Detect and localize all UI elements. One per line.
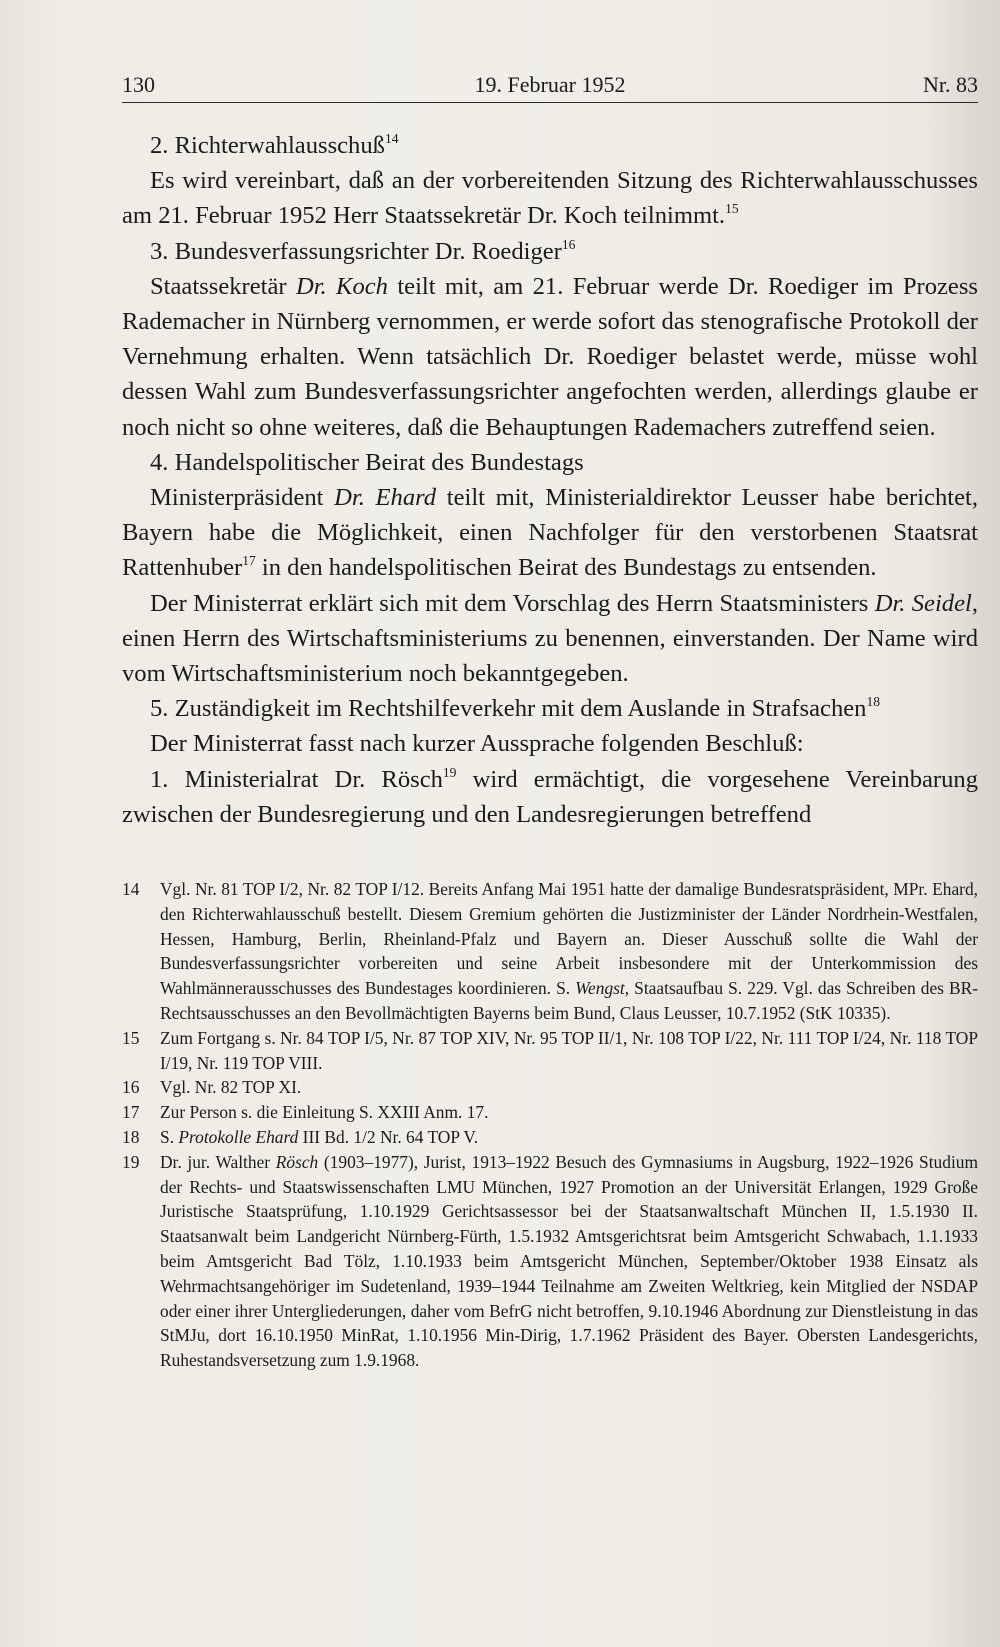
main-text — [122, 128, 978, 832]
item-4-decision: Der Ministerrat erklärt sich mit dem Vorschlag des Herrn Staatsministers Dr. Seidel, einen Herrn des Wirtschaftsministeriums zu benennen, einverstanden. Der Name wird vom Wirtschaftsministerium noch bekanntgegeben. — [122, 589, 978, 688]
item-5-heading: 5. Zuständigkeit im Rechtshilfeverkehr mit dem Auslande in Strafsachen$^{18}$ — [150, 694, 880, 723]
footnote: 16 Vgl. Nr. 82 TOP XI. — [122, 1075, 978, 1100]
footnote-ref-16[interactable]: 16 — [561, 236, 576, 252]
footnote-number: 15 — [122, 1027, 140, 1048]
item-2-text: Es wird vereinbart, daß an der vorbereitenden Sitzung des Richterwahlausschusses am 21. Februar 1952 Herr Staatssekretär Dr. Koch teilnimmt.$^{15}$ — [122, 167, 978, 230]
footnotes — [122, 877, 978, 1373]
footnote: 17 Zur Person s. die Einleitung S. XXIII Anm. 17. — [122, 1100, 978, 1125]
footnote-ref-15[interactable]: 15 — [725, 201, 739, 217]
protocol-number: Nr. 83 — [923, 72, 978, 97]
speaker-name: Dr. Ehard — [334, 484, 437, 512]
speaker-name: Dr. Koch — [295, 272, 388, 300]
footnote-ref-19[interactable]: 19 — [442, 764, 457, 780]
item-5-text: Der Ministerrat fasst nach kurzer Aussprache folgenden Beschluß: — [150, 730, 804, 758]
item-4-heading: 4. Handelspolitischer Beirat des Bundestags — [150, 448, 584, 476]
footnote-number: 17 — [122, 1102, 140, 1123]
item-5-point-1: 1. Ministerialrat Dr. Rösch$^{19}$ wird ermächtigt, die vorgesehene Vereinbarung zwischen der Bundesregierung und den Landesregierungen betreffend — [122, 764, 978, 828]
footnote: 15 Zum Fortgang s. Nr. 84 TOP I/5, Nr. 87 TOP XIV, Nr. 95 TOP II/1, Nr. 108 TOP I/22, Nr. 111 TOP I/24, Nr. 118 TOP I/19, Nr. 119 TOP VIII. — [122, 1027, 978, 1073]
item-3-text: Staatssekretär Dr. Koch teilt mit, am 21. Februar werde Dr. Roediger im Prozess Rademacher in Nürnberg vernommen, er werde sofort das stenografische Protokoll der Vernehmung erhalten. Wenn tatsächlich Dr. Roediger belastet werde, müsse wohl dessen Wahl zum Bundesverfassungsrichter angefochten werden, allerdings glaube er noch nicht so ohne weiteres, daß die Behauptungen Rademachers zutreffend seien. — [122, 272, 978, 441]
item-3-heading: 3. Bundesverfassungsrichter Dr. Roediger$^{16}$ — [150, 236, 576, 265]
running-header — [122, 72, 978, 103]
footnote-number: 16 — [122, 1077, 140, 1098]
footnote-number: 19 — [122, 1151, 140, 1172]
footnote-ref-18[interactable]: 18 — [866, 694, 880, 710]
footnote-number: 14 — [122, 879, 140, 899]
footnote: 19 Dr. jur. Walther Rösch (1903–1977), Jurist, 1913–1922 Besuch des Gymnasiums in Augsburg, 1922–1926 Studium der Rechts- und Staatswissenschaften LMU München, 1927 Promotion an der Universität Erlangen, 1929 Große Juristische Staatsprüfung, 1.10.1929 Gerichtsassessor bei der Staatsanwaltschaft München II, 1.5.1930 II. Staatsanwalt beim Landgericht Nürnberg-Fürth, 1.5.1932 Amtsgerichtsrat beim Amtsgericht Schwabach, 1.1.1933 beim Amtsgericht Bad Tölz, 1.10.1933 beim Amtsgericht München, September/Oktober 1938 Einsatz als Wehrmachtsangehöriger im Sudetenland, 1939–1944 Teilnahme am Zweiten Weltkrieg, kein Mitglied der NSDAP oder einer ihrer Untergliederungen, daher vom BefrG nicht betroffen, 9.10.1946 Abordnung zur Dienstleistung in das StMJu, dort 16.10.1950 MinRat, 1.10.1956 Min-Dirig, 1.7.1962 Präsident des Bayer. Obersten Landesgerichts, Ruhestandsversetzung zum 1.9.1968. — [122, 1151, 978, 1371]
footnote: 14 Vgl. Nr. 81 TOP I/2, Nr. 82 TOP I/12. Bereits Anfang Mai 1951 hatte der damalige Bundesratspräsident, MPr. Ehard, den Richterwahlausschuß bestellt. Diesem Gremium gehörten die Justizminister der Länder Nordrhein-Westfalen, Hessen, Hamburg, Berlin, Rheinland-Pfalz und Bayern an. Dieser Ausschuß sollte die Wahl der Bundesverfassungsrichter vorbereiten und seine Arbeit insbesondere mit der Unterkommission des Wahlmännerausschusses des Bundestages koordinieren. S. Wengst, Staatsaufbau S. 229. Vgl. das Schreiben des BR-Rechtsausschusses an den Bevollmächtigten Bayerns beim Bund, Claus Leusser, 10.7.1952 (StK 10335). — [122, 879, 978, 1023]
header-date: 19. Februar 1952 — [474, 72, 626, 97]
footnote-ref-14[interactable]: 14 — [384, 130, 399, 146]
item-2-heading: 2. Richterwahlausschuß$^{14}$ — [150, 130, 399, 159]
speaker-name: Dr. Seidel — [874, 589, 972, 617]
footnote-number: 18 — [122, 1126, 140, 1147]
page-number: 130 — [122, 72, 155, 97]
footnote-ref-17[interactable]: 17 — [242, 553, 256, 569]
item-4-text: Ministerpräsident Dr. Ehard teilt mit, Ministerialdirektor Leusser habe berichtet, Bayern habe die Möglichkeit, einen Nachfolger für den verstorbenen Staatsrat Rattenhuber$^{17}$ in den handelspolitischen Beirat des Bundestags zu entsenden. — [122, 484, 978, 582]
footnote: 18 S. Protokolle Ehard III Bd. 1/2 Nr. 64 TOP V. — [122, 1125, 978, 1150]
